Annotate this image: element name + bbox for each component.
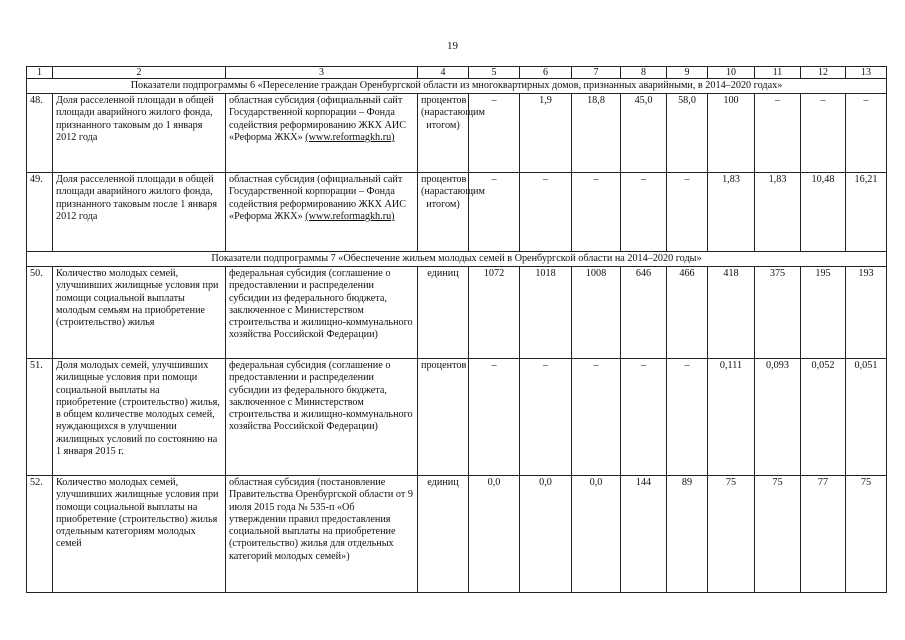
row-number: 51. bbox=[27, 359, 53, 476]
value-cell: 418 bbox=[708, 267, 755, 359]
value-cell: 75 bbox=[708, 476, 755, 593]
unit: процентов (нарастающим итогом) bbox=[418, 173, 469, 252]
column-number: 4 bbox=[418, 67, 469, 79]
column-number: 9 bbox=[667, 67, 708, 79]
value-cell: 16,21 bbox=[846, 173, 887, 252]
row-number: 49. bbox=[27, 173, 53, 252]
value-cell: 77 bbox=[801, 476, 846, 593]
row-number: 48. bbox=[27, 94, 53, 173]
source-cell: федеральная субсидия (соглашение о предоставлении и распределении субсидии из федерального бюджета, заключенное с Министерством строительства и жилищно-коммунального хозяйства Российской Федерации) bbox=[226, 267, 418, 359]
value-cell: 144 bbox=[621, 476, 667, 593]
table-row bbox=[27, 267, 887, 359]
row-number: 52. bbox=[27, 476, 53, 593]
column-number: 8 bbox=[621, 67, 667, 79]
unit: процентов (нарастающим итогом) bbox=[418, 94, 469, 173]
indicator-name: Доля расселенной площади в общей площади аварийного жилого фонда, признанного таковым после 1 января 2012 года bbox=[53, 173, 226, 252]
value-cell: – bbox=[621, 359, 667, 476]
source-link[interactable]: (www.reformagkh.ru) bbox=[305, 210, 395, 222]
column-number: 13 bbox=[846, 67, 887, 79]
value-cell: – bbox=[469, 94, 520, 173]
indicator-name: Количество молодых семей, улучшивших жилищные условия при помощи социальной выплаты на приобретение (строительство) жилья отдельным категориям молодых семей bbox=[53, 476, 226, 593]
value-cell: 45,0 bbox=[621, 94, 667, 173]
page-number: 19 bbox=[447, 40, 458, 52]
value-cell: 58,0 bbox=[667, 94, 708, 173]
value-cell: – bbox=[520, 173, 572, 252]
value-cell: 100 bbox=[708, 94, 755, 173]
value-cell: – bbox=[667, 359, 708, 476]
value-cell: 0,0 bbox=[572, 476, 621, 593]
value-cell: 0,051 bbox=[846, 359, 887, 476]
value-cell: 646 bbox=[621, 267, 667, 359]
value-cell: 375 bbox=[755, 267, 801, 359]
value-cell: 75 bbox=[846, 476, 887, 593]
column-number: 6 bbox=[520, 67, 572, 79]
value-cell: 75 bbox=[755, 476, 801, 593]
value-cell: – bbox=[572, 173, 621, 252]
table-row bbox=[27, 173, 887, 252]
column-number: 11 bbox=[755, 67, 801, 79]
section-header: Показатели подпрограммы 7 «Обеспечение жильем молодых семей в Оренбургской области на 2014–2020 годы» bbox=[27, 252, 887, 267]
value-cell: – bbox=[755, 94, 801, 173]
value-cell: 18,8 bbox=[572, 94, 621, 173]
value-cell: 10,48 bbox=[801, 173, 846, 252]
value-cell: – bbox=[801, 94, 846, 173]
column-number: 2 bbox=[53, 67, 226, 79]
column-number: 10 bbox=[708, 67, 755, 79]
source-text: областная субсидия (официальный сайт Государственной корпорации – Фонда содействия реформированию ЖКХ АИС «Реформа ЖКХ» bbox=[229, 95, 407, 143]
indicator-name: Доля молодых семей, улучшивших жилищные условия при помощи социальной выплаты на приобретение (строительство) жилья, в общем количестве молодых семей, нуждающихся в улучшении жилищных условий по состоянию на 1 января 2015 г. bbox=[53, 359, 226, 476]
source-cell bbox=[226, 173, 418, 252]
value-cell: 1008 bbox=[572, 267, 621, 359]
value-cell: 89 bbox=[667, 476, 708, 593]
value-cell: – bbox=[846, 94, 887, 173]
source-text: областная субсидия (официальный сайт Государственной корпорации – Фонда содействия реформированию ЖКХ АИС «Реформа ЖКХ» bbox=[229, 174, 407, 222]
column-number: 3 bbox=[226, 67, 418, 79]
table-row bbox=[27, 94, 887, 173]
unit: единиц bbox=[418, 267, 469, 359]
column-number: 12 bbox=[801, 67, 846, 79]
value-cell: – bbox=[572, 359, 621, 476]
value-cell: – bbox=[469, 173, 520, 252]
row-number: 50. bbox=[27, 267, 53, 359]
value-cell: 1,83 bbox=[708, 173, 755, 252]
source-cell: областная субсидия (постановление Правительства Оренбургской области от 9 июля 2015 года № 535-п «Об утверждении правил предоставления социальной выплаты на приобретение (строительство) жилья для отдельных категорий молодых семей») bbox=[226, 476, 418, 593]
value-cell: 0,093 bbox=[755, 359, 801, 476]
source-link[interactable]: (www.reformagkh.ru) bbox=[305, 131, 395, 143]
value-cell: 195 bbox=[801, 267, 846, 359]
source-cell bbox=[226, 94, 418, 173]
value-cell: 0,111 bbox=[708, 359, 755, 476]
value-cell: – bbox=[667, 173, 708, 252]
column-number: 7 bbox=[572, 67, 621, 79]
value-cell: – bbox=[520, 359, 572, 476]
value-cell: 0,0 bbox=[469, 476, 520, 593]
value-cell: – bbox=[469, 359, 520, 476]
value-cell: 466 bbox=[667, 267, 708, 359]
section-header: Показатели подпрограммы 6 «Переселение граждан Оренбургской области из многоквартирных домов, признанных аварийными, в 2014–2020 годах» bbox=[27, 79, 887, 94]
value-cell: 0,052 bbox=[801, 359, 846, 476]
value-cell: 1,9 bbox=[520, 94, 572, 173]
value-cell: 0,0 bbox=[520, 476, 572, 593]
value-cell: 1018 bbox=[520, 267, 572, 359]
source-cell: федеральная субсидия (соглашение о предоставлении и распределении субсидии из федерального бюджета, заключенное с Министерством строительства и жилищно-коммунального хозяйства Российской Федерации) bbox=[226, 359, 418, 476]
value-cell: 193 bbox=[846, 267, 887, 359]
column-number: 1 bbox=[27, 67, 53, 79]
indicator-name: Количество молодых семей, улучшивших жилищные условия при помощи социальной выплаты молодым семьям на приобретение (строительство) жилья bbox=[53, 267, 226, 359]
value-cell: – bbox=[621, 173, 667, 252]
indicator-name: Доля расселенной площади в общей площади аварийного жилого фонда, признанного таковым до 1 января 2012 года bbox=[53, 94, 226, 173]
unit: единиц bbox=[418, 476, 469, 593]
table-row bbox=[27, 359, 887, 476]
value-cell: 1,83 bbox=[755, 173, 801, 252]
column-number: 5 bbox=[469, 67, 520, 79]
table-row bbox=[27, 476, 887, 593]
column-number-row bbox=[27, 67, 887, 79]
indicators-table bbox=[26, 66, 887, 593]
value-cell: 1072 bbox=[469, 267, 520, 359]
unit: процентов bbox=[418, 359, 469, 476]
